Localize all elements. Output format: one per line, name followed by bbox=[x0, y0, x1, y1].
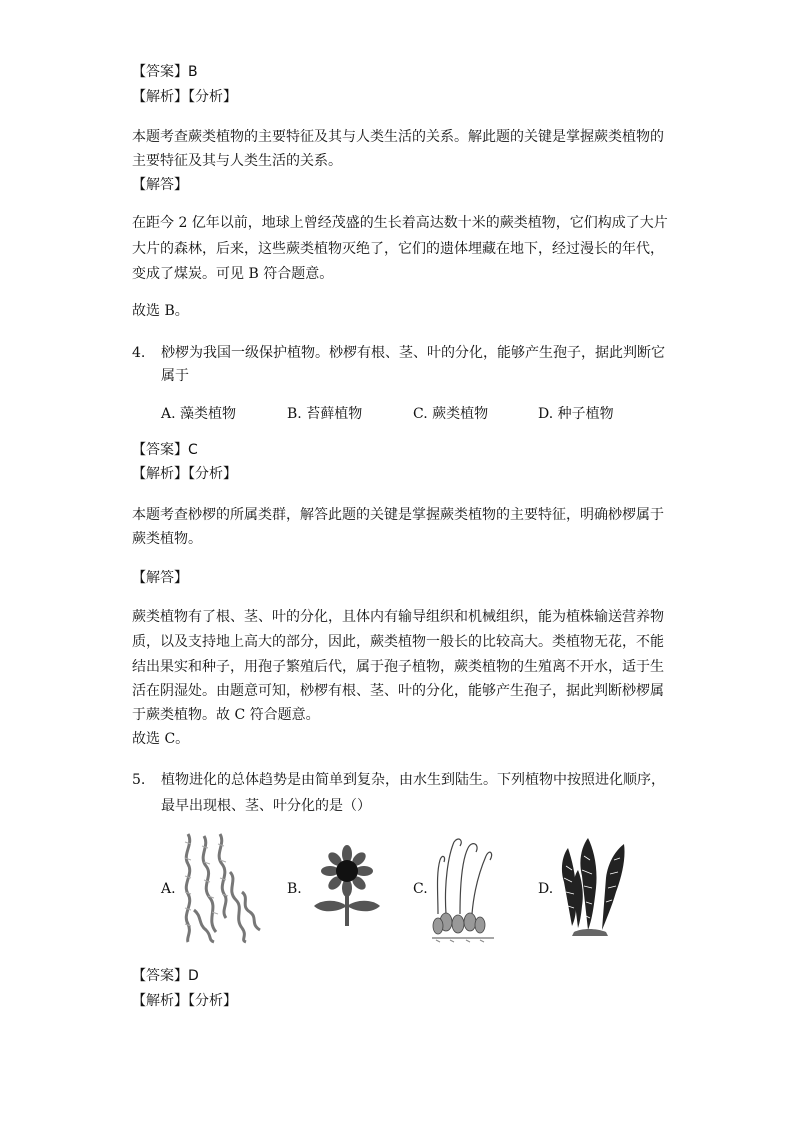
analysis-line: 本题考查桫椤的所属类群，解答此题的关键是掌握蕨类植物的主要特征，明确桫椤属于 bbox=[132, 507, 664, 523]
solution-line: 于蕨类植物。故 C 符合题意。 bbox=[132, 707, 320, 723]
solution-line: 质，以及支持地上高大的部分，因此，蕨类植物一般长的比较高大。类植物无花，不能 bbox=[132, 634, 664, 650]
fern-icon bbox=[558, 836, 630, 940]
analysis-line: 蕨类植物。 bbox=[132, 531, 202, 547]
question-number: 4. bbox=[132, 345, 146, 361]
sunflower-icon bbox=[306, 844, 388, 928]
question-stem: 植物进化的总体趋势是由简单到复杂，由水生到陆生。下列植物中按照进化顺序， bbox=[161, 772, 665, 788]
moss-icon bbox=[432, 834, 494, 944]
figure-label-c: C. bbox=[413, 881, 428, 897]
solution-line: 活在阴湿处。由题意可知，桫椤有根、茎、叶的分化，能够产生孢子，据此判断桫椤属 bbox=[132, 683, 664, 699]
solution-line: 大片的森林，后来，这些蕨类植物灭绝了，它们的遗体埋藏在地下，经过漫长的年代， bbox=[132, 241, 664, 257]
option-d: D. 种子植物 bbox=[538, 406, 614, 422]
answer-label: 【答案】C bbox=[132, 442, 198, 458]
analysis-header: 【解析】【分析】 bbox=[132, 993, 237, 1009]
option-c: C. 蕨类植物 bbox=[413, 406, 489, 422]
spirogyra-algae-icon bbox=[180, 832, 265, 944]
conclusion: 故选 B。 bbox=[132, 303, 189, 319]
question-number: 5. bbox=[132, 772, 146, 788]
solution-line: 变成了煤炭。可见 B 符合题意。 bbox=[132, 266, 334, 282]
analysis-header: 【解析】【分析】 bbox=[132, 466, 237, 482]
question-stem: 桫椤为我国一级保护植物。桫椤有根、茎、叶的分化，能够产生孢子，据此判断它 bbox=[161, 345, 665, 361]
analysis-header: 【解析】【分析】 bbox=[132, 89, 237, 105]
solution-line: 在距今 2 亿年以前，地球上曾经茂盛的生长着高达数十米的蕨类植物，它们构成了大片 bbox=[132, 215, 668, 231]
conclusion: 故选 C。 bbox=[132, 731, 190, 747]
solution-line: 结出果实和种子，用孢子繁殖后代，属于孢子植物，蕨类植物的生殖离不开水，适于生 bbox=[132, 659, 664, 675]
option-a: A. 藻类植物 bbox=[161, 406, 237, 422]
figure-label-d: D. bbox=[538, 881, 554, 897]
answer-label: 【答案】D bbox=[132, 968, 199, 984]
figure-label-a: A. bbox=[161, 881, 176, 897]
option-b: B. 苔藓植物 bbox=[287, 406, 363, 422]
solution-header: 【解答】 bbox=[132, 177, 188, 193]
analysis-line: 主要特征及其与人类生活的关系。 bbox=[132, 153, 342, 169]
figure-label-b: B. bbox=[287, 881, 302, 897]
analysis-line: 本题考查蕨类植物的主要特征及其与人类生活的关系。解此题的关键是掌握蕨类植物的 bbox=[132, 129, 664, 145]
solution-header: 【解答】 bbox=[132, 570, 188, 586]
solution-line: 蕨类植物有了根、茎、叶的分化，且体内有输导组织和机械组织，能为植株输送营养物 bbox=[132, 609, 664, 625]
question-stem: 最早出现根、茎、叶分化的是（） bbox=[161, 798, 371, 814]
question-stem: 属于 bbox=[161, 368, 189, 384]
answer-label: 【答案】B bbox=[132, 64, 198, 80]
